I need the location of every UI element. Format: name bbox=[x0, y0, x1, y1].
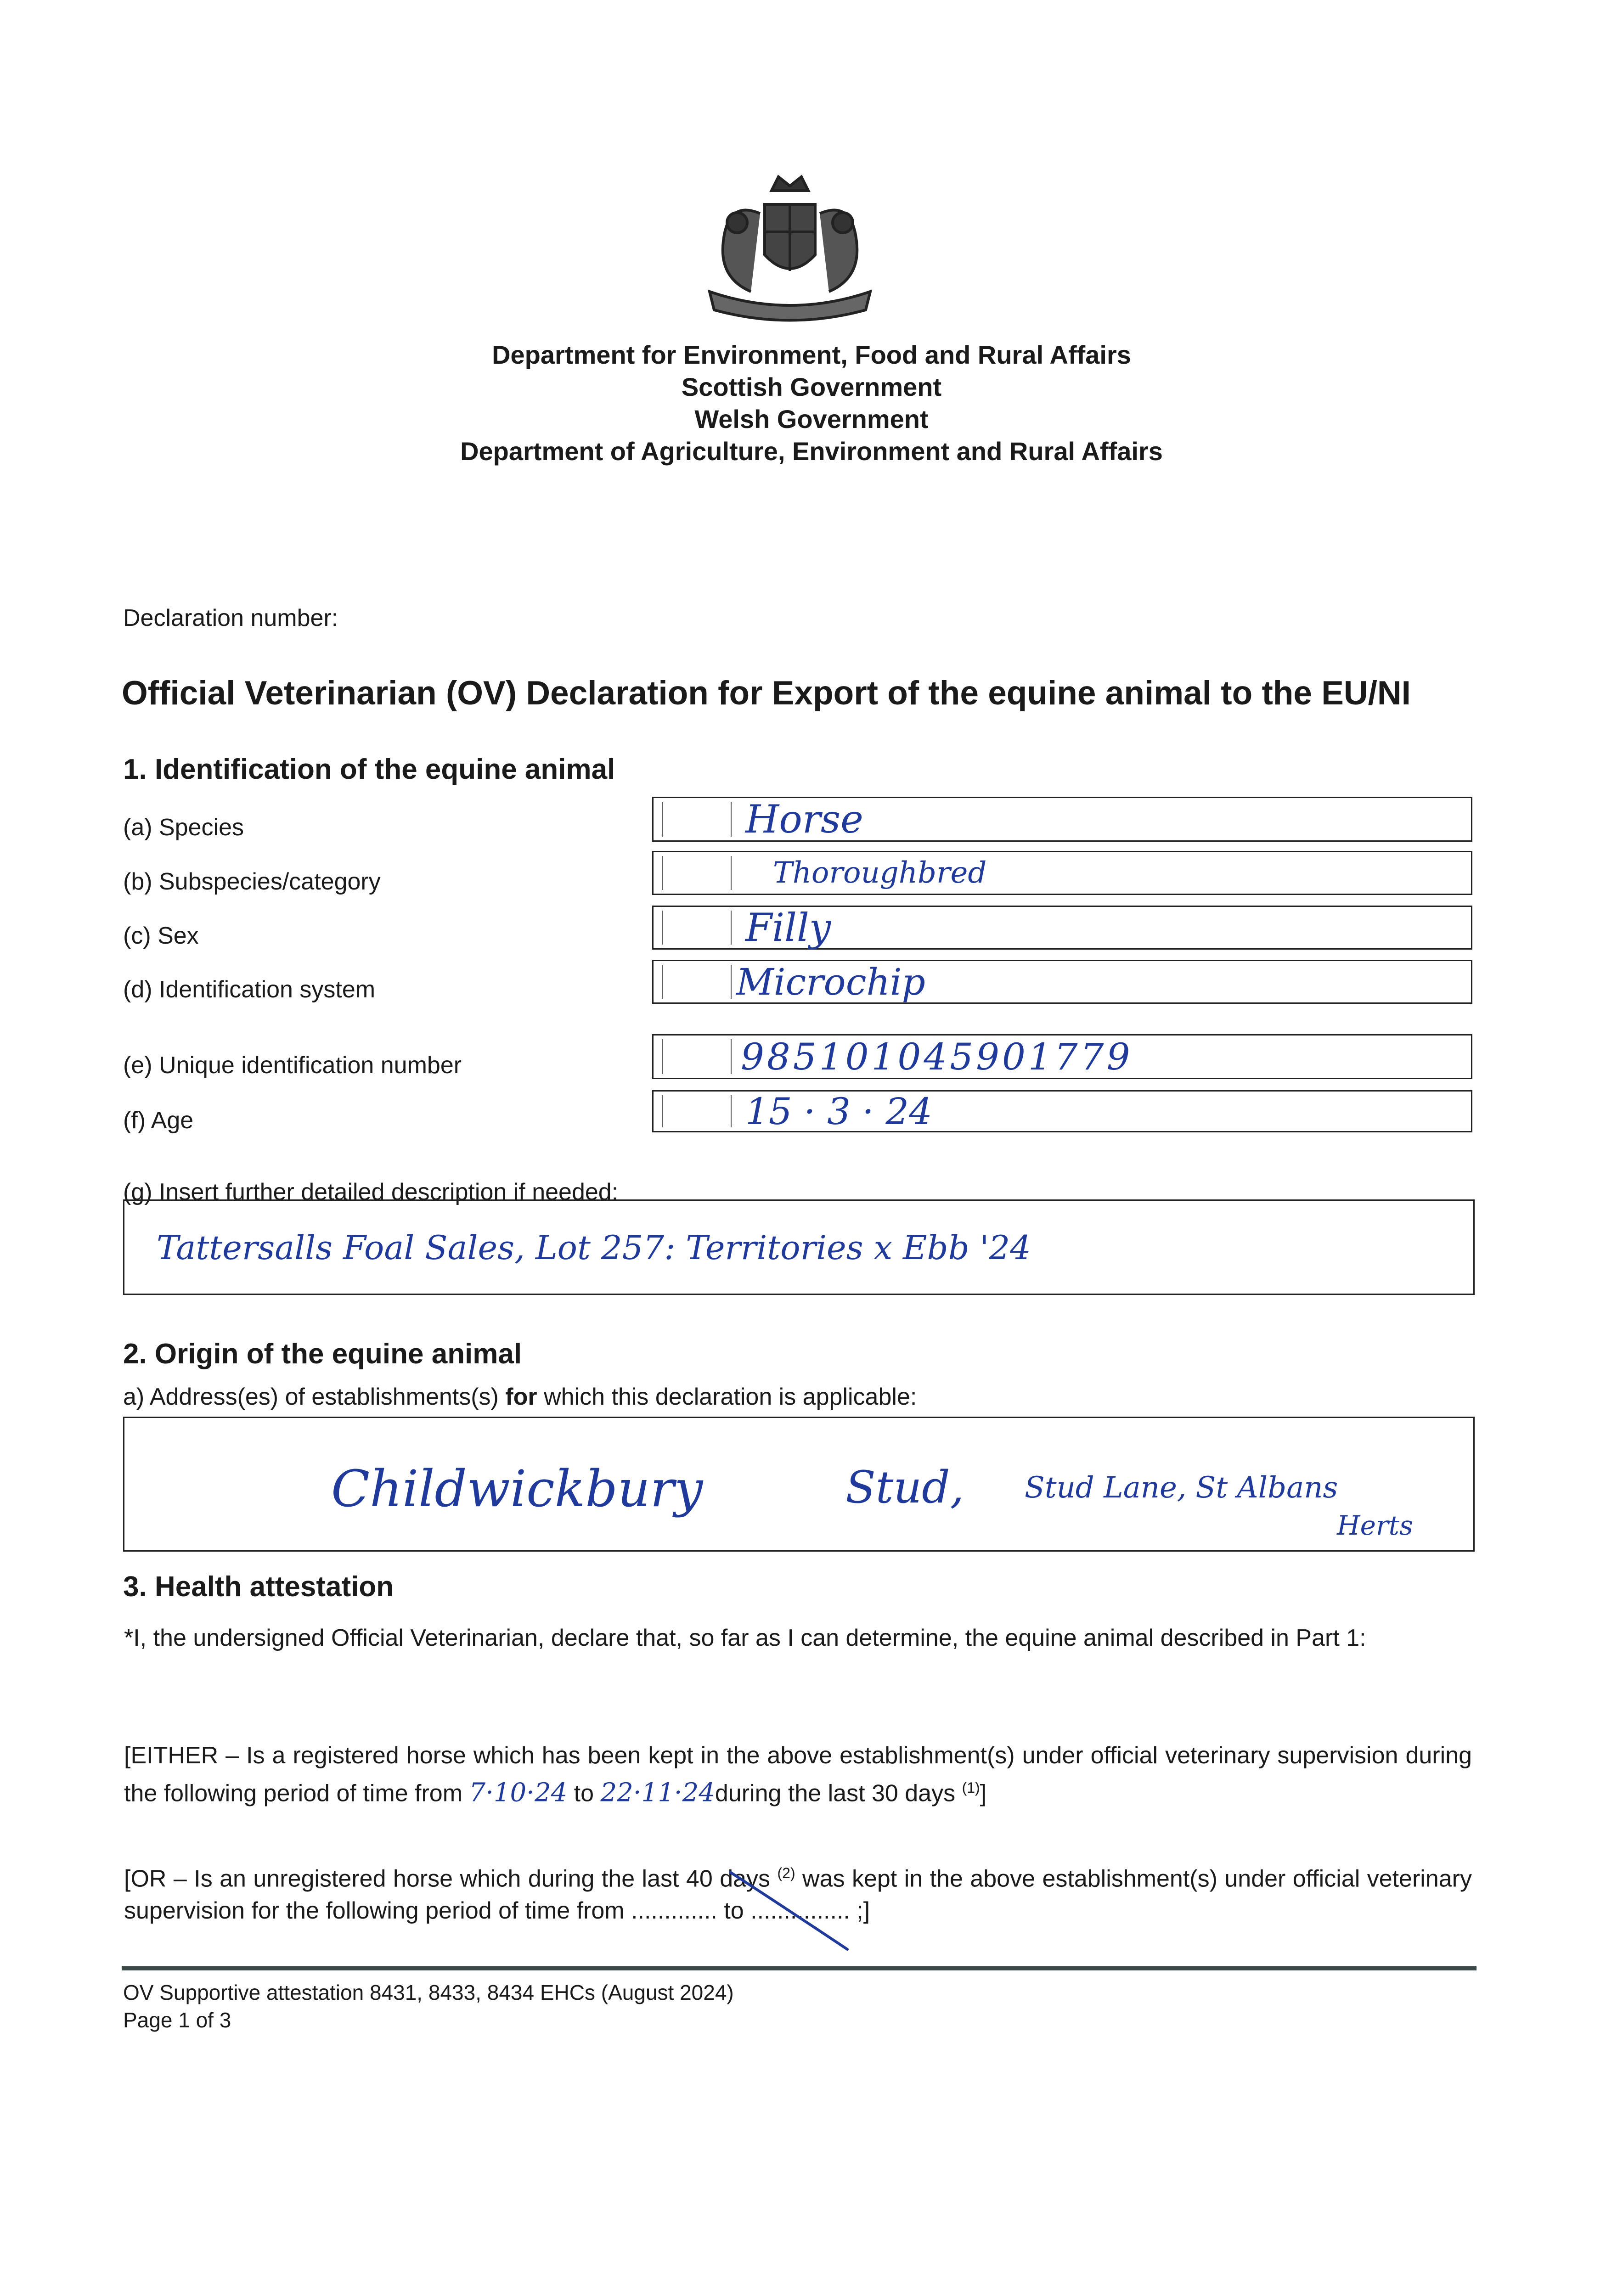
declaration-number-label: Declaration number: bbox=[123, 605, 338, 631]
strikethrough-mark bbox=[726, 1867, 863, 1958]
unique-id-value: 985101045901779 bbox=[741, 1035, 1133, 1078]
either-clause: [EITHER – Is a registered horse which has been kept in the above establishment(s) under official veterinary supervision during the following period of time from 7·10·24 to 22·11·24during the last 30 days $^{(1)}$] bbox=[124, 1742, 1472, 1808]
identification-system-field bbox=[652, 960, 1472, 1004]
department-welsh-government: Welsh Government bbox=[694, 405, 929, 433]
department-scottish-government: Scottish Government bbox=[681, 372, 942, 401]
address-main: Childwickbury bbox=[331, 1459, 703, 1518]
species-value: Horse bbox=[745, 797, 863, 842]
section-3-heading: 3. Health attestation bbox=[123, 1571, 394, 1603]
age-field bbox=[652, 1090, 1472, 1132]
address-county: Herts bbox=[1337, 1510, 1413, 1541]
sex-field bbox=[652, 906, 1472, 950]
royal-coat-of-arms-logo bbox=[691, 172, 889, 328]
section-2-heading: 2. Origin of the equine animal bbox=[123, 1338, 522, 1370]
age-label: (f) Age bbox=[123, 1107, 194, 1134]
either-to-date: 22·11·24 bbox=[600, 1778, 715, 1808]
footer-reference: OV Supportive attestation 8431, 8433, 8434 EHCs (August 2024) bbox=[123, 1981, 734, 2004]
address-label: a) Address(es) of establishments(s) for which this declaration is applicable: bbox=[123, 1384, 917, 1410]
unique-id-label: (e) Unique identification number bbox=[123, 1052, 462, 1079]
address-stud: Stud, bbox=[845, 1462, 964, 1513]
department-defra: Department for Environment, Food and Rural Affairs bbox=[492, 340, 1131, 369]
identification-system-value: Microchip bbox=[736, 960, 925, 1003]
address-lane: Stud Lane, St Albans bbox=[1025, 1471, 1338, 1505]
further-description-label: (g) Insert further detailed description if needed: bbox=[123, 1179, 619, 1205]
address-box bbox=[123, 1417, 1475, 1552]
health-attestation-intro: *I, the undersigned Official Veterinarian, declare that, so far as I can determine, the equine animal described in Part 1: bbox=[124, 1625, 1366, 1651]
page-title: Official Veterinarian (OV) Declaration for Export of the equine animal to the EU/NI bbox=[122, 675, 1411, 712]
identification-system-label: (d) Identification system bbox=[123, 976, 376, 1003]
species-field bbox=[652, 797, 1472, 842]
either-from-date: 7·10·24 bbox=[469, 1778, 568, 1808]
footer-page-number: Page 1 of 3 bbox=[123, 2008, 231, 2032]
sex-label: (c) Sex bbox=[123, 923, 199, 949]
further-description-value: Tattersalls Foal Sales, Lot 257: Territories x Ebb '24 bbox=[157, 1228, 1031, 1267]
species-label: (a) Species bbox=[123, 814, 244, 841]
section-1-heading: 1. Identification of the equine animal bbox=[123, 754, 615, 785]
or-clause: [OR – Is an unregistered horse which during the last 40 days $^{(2)}$ was kept in the above establishment(s) under official veterinary supervision for the following period of time from ............. to ............... ;] bbox=[124, 1865, 1472, 1925]
footer-divider bbox=[122, 1966, 1476, 1970]
subspecies-field bbox=[652, 851, 1472, 895]
unique-id-field bbox=[652, 1034, 1472, 1079]
department-daera: Department of Agriculture, Environment and Rural Affairs bbox=[460, 437, 1163, 466]
age-value: 15 · 3 · 24 bbox=[745, 1090, 933, 1133]
further-description-box bbox=[123, 1199, 1475, 1295]
sex-value: Filly bbox=[745, 905, 831, 950]
subspecies-label: (b) Subspecies/category bbox=[123, 868, 381, 895]
subspecies-value: Thoroughbred bbox=[773, 856, 987, 890]
